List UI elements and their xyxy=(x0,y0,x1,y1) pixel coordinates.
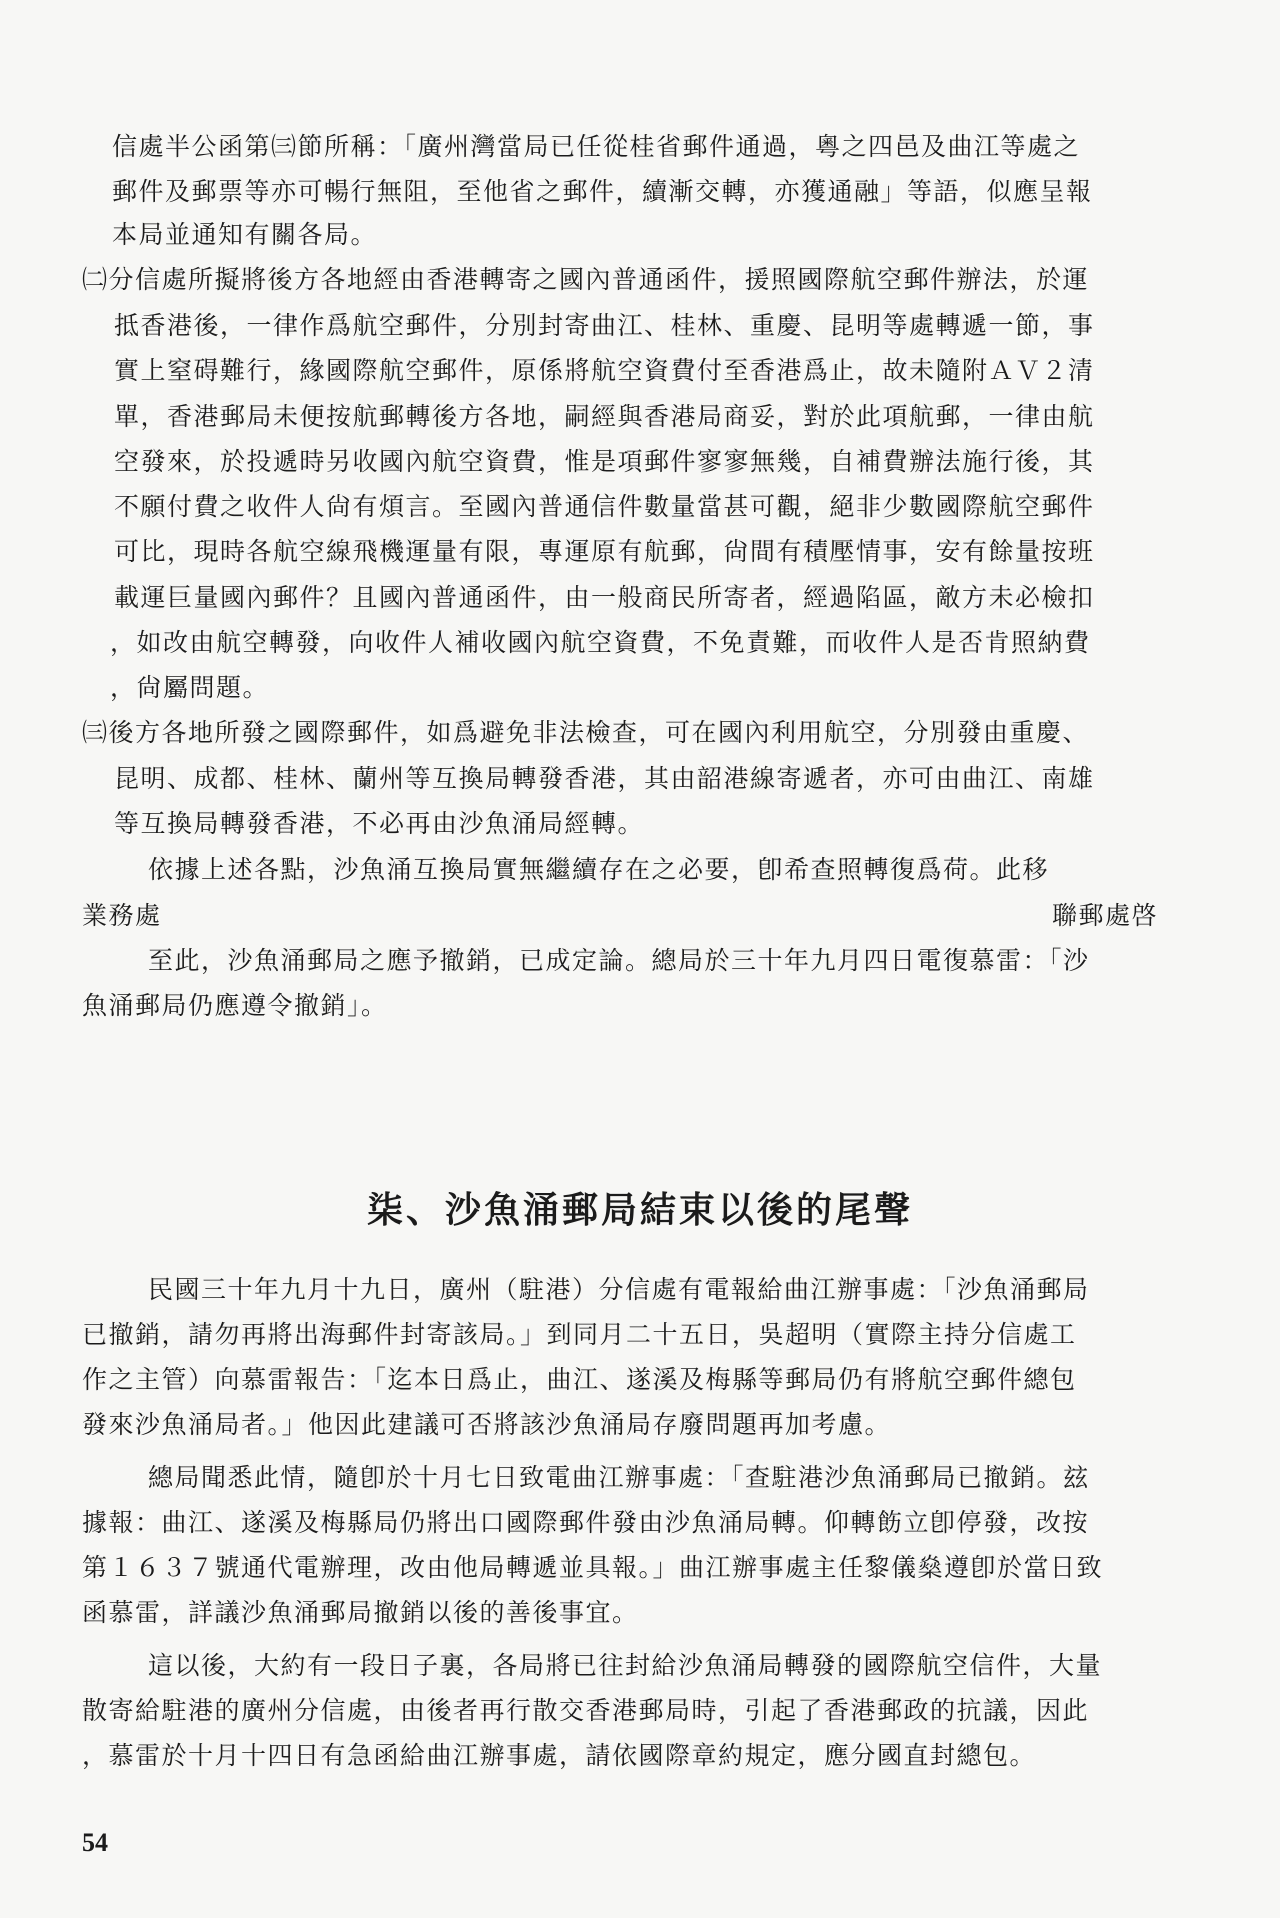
text-line: 函慕雷，詳議沙魚涌郵局撤銷以後的善後事宜。 xyxy=(82,1598,639,1627)
text-line: 昆明、成都、桂林、蘭州等互換局轉發香港，其由韶港線寄遞者，亦可由曲江、南雄 xyxy=(114,764,1095,793)
text-line: 第１６３７號通代電辦理，改由他局轉遞並具報。」曲江辦事處主任黎儀燊遵卽於當日致 xyxy=(82,1553,1104,1582)
page-number: 54 xyxy=(82,1828,108,1857)
text-line: 本局並通知有關各局。 xyxy=(112,220,378,249)
signoff-left: 業務處 xyxy=(82,901,162,930)
text-line: 民國三十年九月十九日，廣州（駐港）分信處有電報給曲江辦事處：「沙魚涌郵局 xyxy=(148,1275,1090,1304)
list-item-2-line: ㈡分信處所擬將後方各地經由香港轉寄之國內普通函件，援照國際航空郵件辦法，於運 xyxy=(82,265,1090,294)
text-line: 等互換局轉發香港，不必再由沙魚涌局經轉。 xyxy=(114,809,645,838)
text-line: 已撤銷，請勿再將出海郵件封寄該局。」到同月二十五日，吳超明（實際主持分信處工 xyxy=(82,1320,1077,1349)
text-line: 這以後，大約有一段日子裏，各局將已往封給沙魚涌局轉發的國際航空信件，大量 xyxy=(148,1651,1103,1680)
text-line: 抵香港後，一律作爲航空郵件，分別封寄曲江、桂林、重慶、昆明等處轉遞一節，事 xyxy=(114,311,1095,340)
text-line: 依據上述各點，沙魚涌互換局實無繼續存在之必要，卽希查照轉復爲荷。此移 xyxy=(148,855,1050,884)
text-line: 總局聞悉此情，隨卽於十月七日致電曲江辦事處：「查駐港沙魚涌郵局已撤銷。玆 xyxy=(148,1463,1090,1492)
text-line: 散寄給駐港的廣州分信處，由後者再行散交香港郵局時，引起了香港郵政的抗議，因此 xyxy=(82,1696,1090,1725)
signoff-right: 聯郵處啓 xyxy=(1052,901,1159,930)
text-line: 單，香港郵局未便按航郵轉後方各地，嗣經與香港局商妥，對於此項航郵，一律由航 xyxy=(114,402,1095,431)
text-line: 實上窒碍難行，緣國際航空郵件，原係將航空資費付至香港爲止，故未隨附ＡＶ２清 xyxy=(114,356,1095,385)
text-line: 作之主管）向慕雷報告：「迄本日爲止，曲江、遂溪及梅縣等郵局仍有將航空郵件總包 xyxy=(82,1365,1077,1394)
text-line: 郵件及郵票等亦可暢行無阻，至他省之郵件，續漸交轉，亦獲通融」等語，似應呈報 xyxy=(112,177,1093,206)
text-line: 發來沙魚涌局者。」他因此建議可否將該沙魚涌局存廢問題再加考慮。 xyxy=(82,1410,892,1439)
text-line: 不願付費之收件人尙有煩言。至國內普通信件數量當甚可觀，絕非少數國際航空郵件 xyxy=(114,492,1095,521)
list-item-3-line: ㈢後方各地所發之國際郵件，如爲避免非法檢查，可在國內利用航空，分別發由重慶、 xyxy=(82,718,1090,747)
text-line: ，如改由航空轉發，向收件人補收國內航空資費，不免責難，而收件人是否肯照納費 xyxy=(110,628,1091,657)
text-line: 信處半公函第㈢節所稱：「廣州灣當局已任從桂省郵件通過，粵之四邑及曲江等處之 xyxy=(112,132,1081,161)
text-line: 魚涌郵局仍應遵令撤銷」。 xyxy=(82,991,388,1020)
text-line: 可比，現時各航空線飛機運量有限，專運原有航郵，尙間有積壓情事，安有餘量按班 xyxy=(114,537,1095,566)
text-line: 據報：曲江、遂溪及梅縣局仍將出口國際郵件發由沙魚涌局轉。仰轉飭立卽停發，改按 xyxy=(82,1508,1090,1537)
text-line: 空發來，於投遞時另收國內航空資費，惟是項郵件寥寥無幾，自補費辦法施行後，其 xyxy=(114,447,1095,476)
text-line: 至此，沙魚涌郵局之應予撤銷，已成定論。總局於三十年九月四日電復慕雷：「沙 xyxy=(148,946,1090,975)
text-line: ，慕雷於十月十四日有急函給曲江辦事處，請依國際章約規定，應分國直封總包。 xyxy=(82,1741,1037,1770)
section-heading: 柒、沙魚涌郵局結束以後的尾聲 xyxy=(366,1189,913,1231)
text-line: ，尙屬問題。 xyxy=(110,673,270,702)
text-line: 載運巨量國內郵件？且國內普通函件，由一般商民所寄者，經過陷區，敵方未必檢扣 xyxy=(114,583,1095,612)
